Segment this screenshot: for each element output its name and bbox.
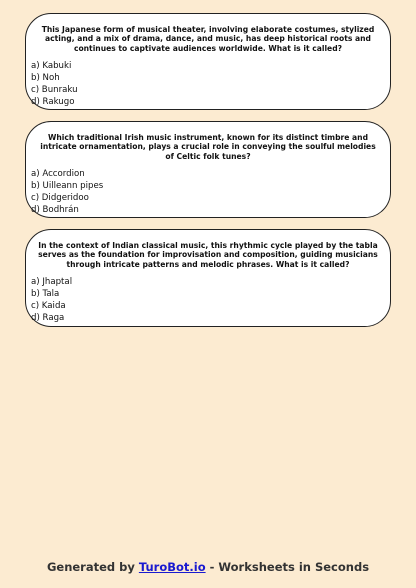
option-a: a) Jhaptal [31,276,73,287]
option-c: c) Kaida [31,300,66,311]
question-card-3 [25,229,391,327]
footer [0,560,416,574]
question-card-1 [25,13,391,110]
options-list [31,168,390,216]
turobot-link[interactable]: TuroBot.io [138,560,206,574]
option-a: a) Kabuki [31,60,72,71]
option-b: b) Tala [31,288,60,299]
question-card-2 [25,121,391,218]
option-c: c) Bunraku [31,84,78,95]
option-b: b) Uilleann pipes [31,180,104,191]
option-d: d) Bodhrán [31,204,79,215]
question-text: This Japanese form of musical theater, involving elaborate costumes, stylized acting, and a mix of drama, dance, and music, has deep historical roots and continues to captivate audiences worldwide. What is it called? [41,25,375,53]
option-d: d) Raga [31,312,65,323]
question-text: In the context of Indian classical music, this rhythmic cycle played by the tabla serves as the foundation for improvisation and composition, guiding musicians through intricate patterns and melodic phrases. What is it called? [38,241,378,269]
options-list [31,276,390,324]
option-c: c) Didgeridoo [31,192,89,203]
footer-suffix: - Worksheets in Seconds [205,560,370,574]
options-list [31,60,390,108]
option-d: d) Rakugo [31,96,75,107]
footer-prefix: Generated by [46,560,139,574]
option-b: b) Noh [31,72,60,83]
option-a: a) Accordion [31,168,85,179]
question-text: Which traditional Irish music instrument, known for its distinct timbre and intricate ornamentation, plays a crucial role in conveying the soulful melodies of Celtic folk tunes? [40,133,376,161]
